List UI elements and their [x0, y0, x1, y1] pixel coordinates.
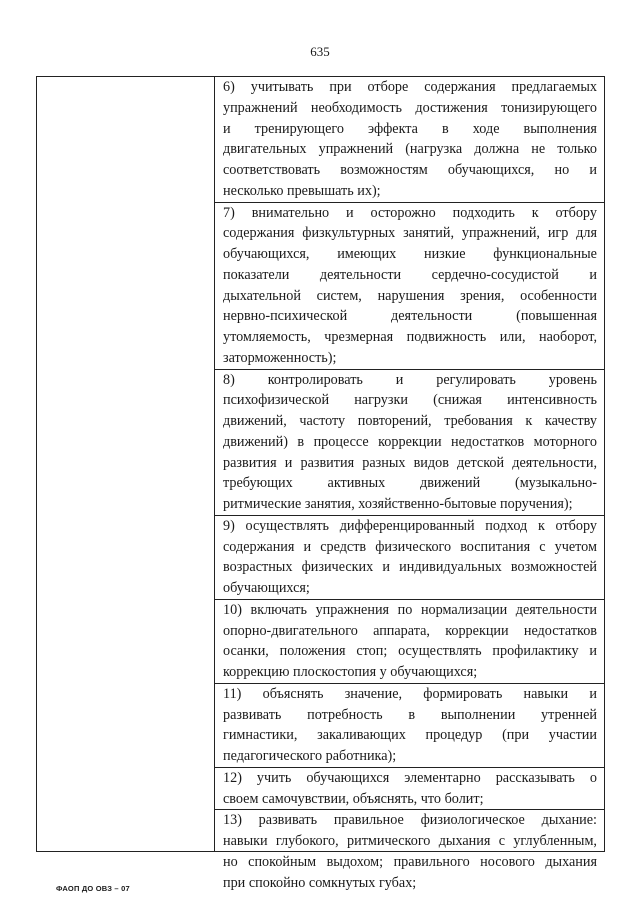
word: носового	[480, 853, 535, 870]
word: потребность	[307, 706, 383, 723]
word: частоту	[299, 413, 346, 429]
word: 9)	[223, 517, 235, 534]
word: к	[531, 204, 539, 221]
text-line	[215, 725, 604, 746]
text-line	[215, 453, 604, 474]
word: и	[589, 685, 597, 702]
word: выполнения	[523, 120, 597, 137]
word: осуществлять	[398, 643, 482, 660]
word: моторного	[533, 433, 597, 450]
word: ритмического	[347, 833, 431, 849]
word: только	[557, 141, 597, 158]
word: движений)	[223, 433, 288, 450]
word: возможностям	[340, 162, 428, 178]
word: подход	[485, 517, 528, 534]
word: дыхания	[438, 833, 491, 849]
text-line	[215, 160, 604, 181]
word: (при	[502, 727, 530, 744]
word: профилактику	[492, 643, 579, 660]
word: наоборот,	[539, 329, 597, 345]
word: детской	[457, 454, 505, 471]
word: нервно-психической	[223, 308, 348, 325]
word: движений,	[223, 413, 287, 429]
word: систем,	[316, 287, 362, 304]
word: содержания	[424, 79, 496, 95]
word: показатели	[223, 266, 290, 283]
text-line	[215, 810, 604, 831]
word: 7)	[223, 204, 235, 221]
word: правильное	[333, 812, 404, 829]
word: контролировать	[267, 371, 363, 388]
text-line	[215, 139, 604, 160]
page-number: 635	[310, 44, 330, 59]
word: осуществлять	[245, 517, 330, 534]
list-item	[215, 203, 604, 370]
list-item	[215, 768, 604, 811]
text-line: несколько превышать их);	[223, 182, 381, 199]
list-item	[215, 370, 604, 516]
word: имеющих	[337, 246, 397, 262]
word: (нагрузка	[405, 141, 463, 158]
word: участии	[548, 727, 597, 744]
word: эффекта	[368, 120, 418, 137]
word: о	[589, 769, 597, 786]
word: требования	[444, 413, 513, 429]
word: развивать	[223, 706, 282, 723]
word: игр	[547, 225, 569, 242]
word: коррекции	[445, 622, 509, 639]
word: навыки	[223, 833, 268, 849]
word: включать	[250, 601, 307, 618]
text-line	[215, 98, 604, 119]
word: к	[525, 413, 533, 429]
word: процедур	[425, 727, 483, 744]
word: выдохом;	[326, 853, 384, 870]
text-line: ритмические занятия, хозяйственно-бытовые поручения);	[223, 496, 573, 512]
word: 8)	[223, 371, 235, 388]
word: обучающихся,	[447, 162, 535, 178]
text-line: обучающихся;	[223, 580, 310, 596]
word: содержания	[223, 225, 295, 242]
word: нормализации	[420, 601, 508, 618]
text-line	[215, 621, 604, 642]
word: уровень	[548, 371, 597, 388]
word: коррекции	[378, 433, 442, 450]
word: ходе	[472, 120, 500, 137]
word: особенности	[520, 287, 597, 304]
word: упражнений,	[461, 225, 540, 242]
word: значение,	[344, 685, 403, 702]
word: и	[382, 559, 390, 576]
list-item	[215, 516, 604, 600]
word: процессе	[313, 433, 369, 450]
word: тренирующего	[254, 120, 344, 137]
word: по	[397, 601, 413, 618]
word: утренней	[541, 706, 597, 723]
word: с	[498, 833, 505, 849]
word: низкие	[423, 246, 466, 262]
word: деятельности	[515, 601, 597, 618]
text-line	[215, 370, 604, 391]
text-line	[215, 119, 604, 140]
text-line	[215, 852, 604, 873]
word: отбору	[555, 517, 597, 534]
word: дыхательной	[223, 287, 301, 304]
word: качеству	[544, 413, 597, 429]
word: стоп;	[356, 643, 388, 660]
word: спокойным	[248, 853, 317, 870]
text-line	[215, 600, 604, 621]
list-item	[215, 600, 604, 684]
word: рассказывать	[495, 769, 575, 786]
text-line	[215, 831, 604, 852]
text-line	[215, 537, 604, 558]
word: видов	[413, 454, 449, 471]
word: нагрузки	[354, 392, 408, 409]
table-right-column	[215, 77, 604, 891]
word: подходить	[452, 204, 515, 221]
text-line	[215, 516, 604, 537]
word: требующих	[223, 475, 293, 492]
word: активных	[327, 475, 386, 492]
word: формировать	[423, 685, 503, 702]
word: средств	[320, 538, 367, 555]
word: деятельности,	[512, 454, 597, 471]
word: физиологическое	[420, 812, 525, 829]
word: внимательно	[251, 204, 330, 221]
text-line	[215, 203, 604, 224]
word: и	[284, 454, 293, 471]
word: физических	[301, 559, 374, 576]
word: регулировать	[436, 371, 516, 388]
word: должна	[474, 141, 520, 158]
word: движений	[420, 475, 481, 492]
word: углубленным,	[513, 833, 597, 849]
word: 11)	[223, 685, 242, 702]
word: занятий,	[403, 225, 455, 242]
word: (музыкально-	[514, 475, 597, 492]
word: отборе	[367, 79, 409, 95]
word: аппарата,	[373, 622, 430, 639]
word: и	[346, 204, 354, 221]
word: осторожно	[370, 204, 436, 221]
word: интенсивность	[507, 392, 597, 409]
text-line	[215, 327, 604, 348]
word: учетом	[554, 538, 597, 555]
word: и	[589, 266, 597, 283]
word: разных	[362, 454, 406, 471]
text-line	[215, 306, 604, 327]
word: в	[442, 120, 449, 137]
word: соответствовать	[223, 162, 321, 178]
text-line	[215, 641, 604, 662]
list-item	[215, 77, 604, 203]
word: объяснять	[262, 685, 324, 702]
word: с	[539, 538, 546, 555]
word: дыхания	[545, 853, 597, 870]
word: 6)	[223, 79, 235, 95]
word: утомляемость,	[223, 329, 311, 345]
word: физкультурных	[302, 225, 396, 242]
word: функциональные	[493, 246, 597, 262]
word: двигательных	[223, 141, 307, 158]
word: воспитания	[460, 538, 531, 555]
text-line: при спокойно сомкнутых губах;	[223, 874, 417, 891]
list-item	[215, 810, 604, 893]
text-line	[215, 286, 604, 307]
word: положения	[279, 643, 346, 660]
word: 12)	[223, 769, 242, 786]
word: деятельности	[391, 308, 473, 325]
text-line	[215, 432, 604, 453]
text-line: педагогического работника);	[223, 748, 397, 764]
word: (повышенная	[516, 308, 597, 325]
word: деятельности	[319, 266, 402, 283]
word: чрезмерная	[324, 329, 394, 345]
text-line	[215, 768, 604, 789]
word: необходимость	[310, 99, 403, 116]
word: для	[576, 225, 597, 242]
word: упражнения	[315, 601, 390, 618]
word: обучающихся,	[223, 246, 310, 262]
text-line	[215, 265, 604, 286]
text-line	[215, 390, 604, 411]
word: но	[554, 162, 570, 178]
word: упражнений	[223, 99, 298, 116]
word: и	[589, 643, 597, 660]
word: 13)	[223, 812, 242, 829]
word: к	[537, 517, 545, 534]
word: и	[395, 371, 404, 388]
text-line	[215, 473, 604, 494]
word: в	[297, 433, 305, 450]
text-line	[215, 244, 604, 265]
word: дифференцированный	[339, 517, 475, 534]
word: упражнений	[318, 141, 394, 158]
word: возрастных	[223, 559, 293, 576]
text-line: коррекцию плоскостопия у обучающихся;	[223, 664, 478, 680]
word: или,	[499, 329, 526, 345]
word: тонизирующего	[501, 99, 597, 116]
list-item	[215, 684, 604, 768]
word: содержания	[223, 538, 295, 555]
word: отбору	[555, 204, 597, 221]
text-line: заторможенность);	[223, 349, 337, 366]
text-line	[215, 705, 604, 726]
word: недостатков	[451, 433, 525, 450]
word: учитывать	[250, 79, 314, 95]
word: сердечно-сосудистой	[431, 266, 559, 283]
word: 10)	[223, 601, 242, 618]
word: в	[408, 706, 416, 723]
word: опорно-двигательного	[223, 622, 358, 639]
document-footer: ФАОП ДО ОВЗ – 07	[56, 884, 130, 893]
word: не	[531, 141, 546, 158]
word: и	[223, 120, 231, 137]
word: развития	[300, 454, 355, 471]
word: выполнении	[440, 706, 516, 723]
text-line	[215, 77, 604, 98]
word: зрения,	[460, 287, 505, 304]
word: и	[303, 538, 312, 555]
text-line	[215, 411, 604, 432]
word: развивать	[258, 812, 318, 829]
word: повторений,	[357, 413, 432, 429]
word: осанки,	[223, 643, 269, 660]
word: глубокого,	[275, 833, 339, 849]
word: нарушения	[377, 287, 445, 304]
text-line	[215, 557, 604, 578]
word: закаливающих	[317, 727, 406, 744]
word: достижения	[415, 99, 488, 116]
word: обучающихся	[306, 769, 390, 786]
word: правильного	[393, 853, 470, 870]
word: гимнастики,	[223, 727, 298, 744]
word: навыки	[523, 685, 569, 702]
text-line	[215, 684, 604, 705]
word: возможностей	[510, 559, 597, 576]
word: элементарно	[404, 769, 481, 786]
word: и	[589, 162, 597, 178]
text-line: своем самочувствии, объяснять, что болит;	[223, 790, 484, 807]
word: при	[329, 79, 352, 95]
word: недостатков	[523, 622, 597, 639]
word: предлагаемых	[511, 79, 597, 95]
text-line	[215, 223, 604, 244]
word: физического	[375, 538, 452, 555]
word: развития	[223, 454, 277, 471]
word: индивидуальных	[399, 559, 502, 576]
word: (снижая	[433, 392, 482, 409]
word: психофизической	[223, 392, 330, 409]
word: подвижность	[406, 329, 487, 345]
table-left-column	[37, 77, 215, 851]
word: но	[223, 853, 238, 870]
word: учить	[256, 769, 292, 786]
word: дыхание:	[541, 812, 597, 829]
